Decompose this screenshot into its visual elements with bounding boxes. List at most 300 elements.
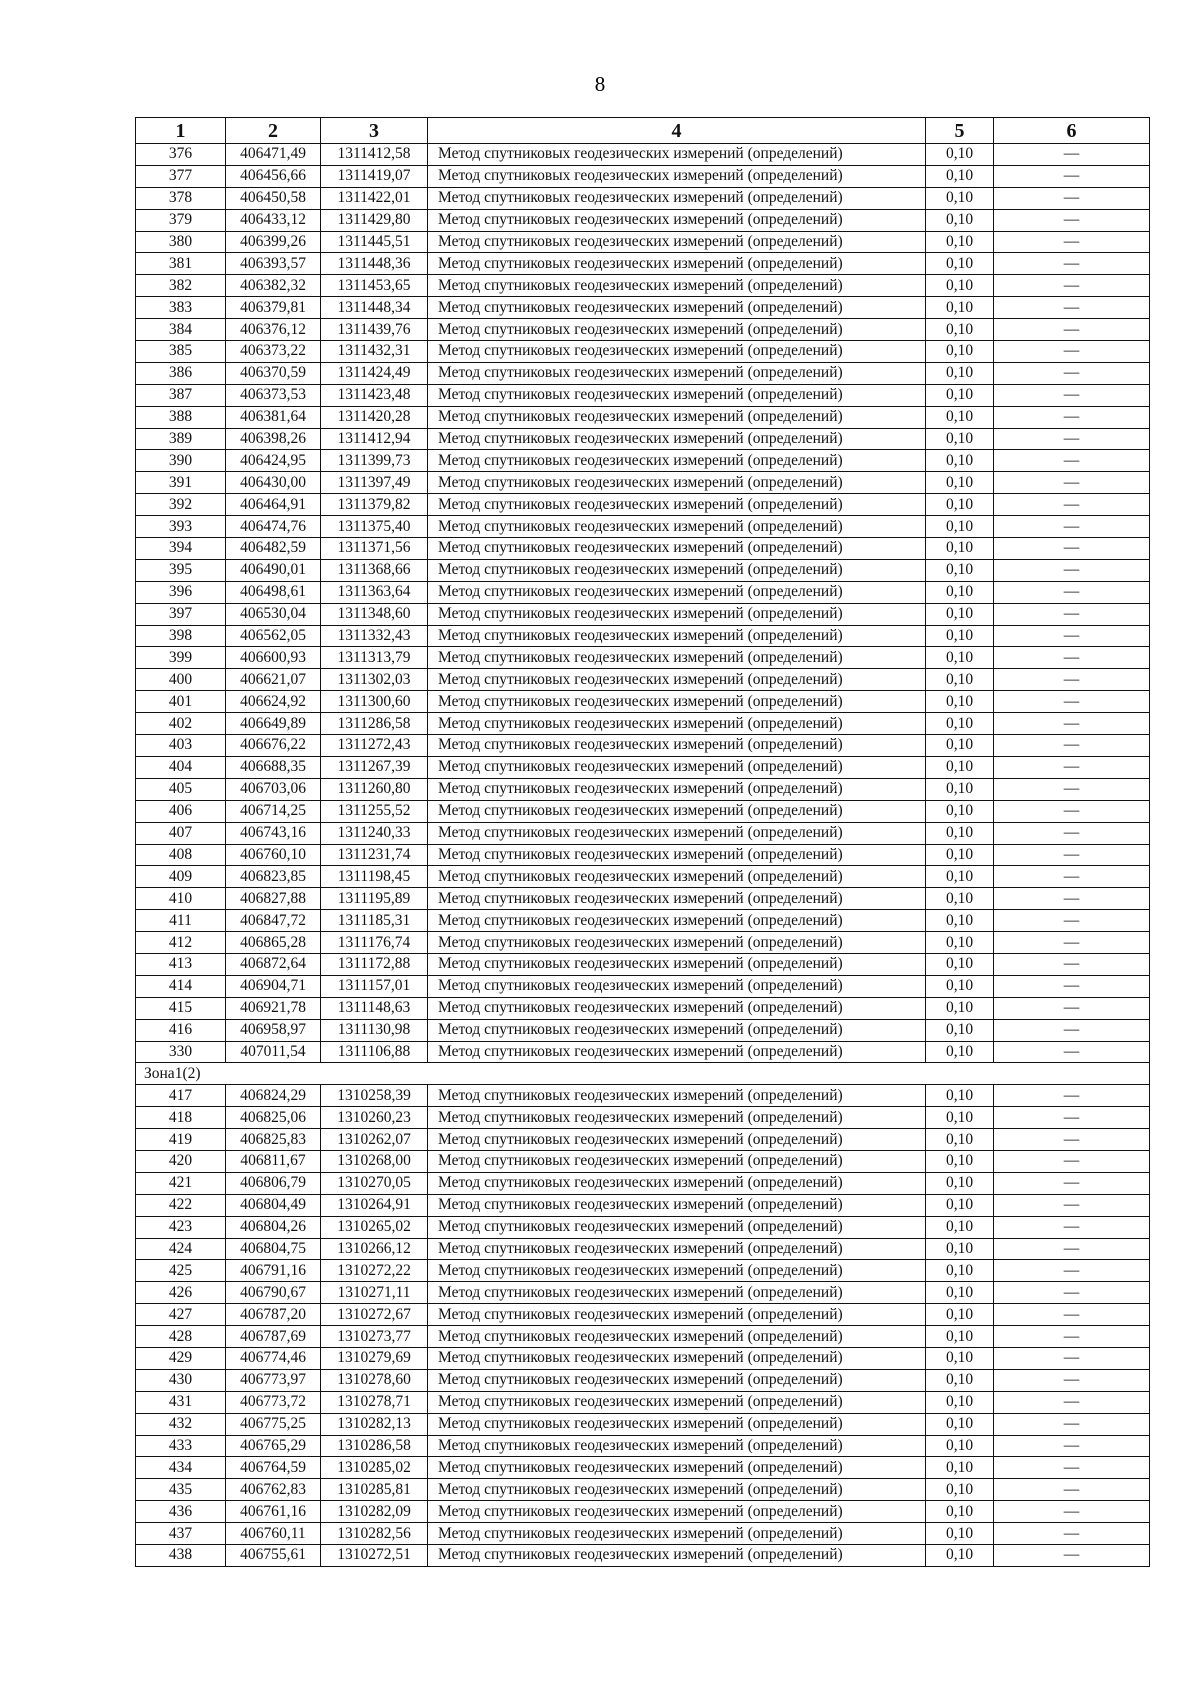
- y-coordinate-cell: 1311371,56: [321, 538, 428, 560]
- y-coordinate-cell: 1311195,89: [321, 888, 428, 910]
- point-number-cell: 390: [136, 450, 226, 472]
- method-cell: Метод спутниковых геодезических измерений (определений): [428, 1041, 926, 1063]
- x-coordinate-cell: 406433,12: [226, 209, 321, 231]
- method-cell: Метод спутниковых геодезических измерений (определений): [428, 1238, 926, 1260]
- method-cell: Метод спутниковых геодезических измерений (определений): [428, 669, 926, 691]
- accuracy-cell: 0,10: [926, 472, 994, 494]
- y-coordinate-cell: 1311448,36: [321, 253, 428, 275]
- accuracy-cell: 0,10: [926, 1194, 994, 1216]
- y-coordinate-cell: 1310258,39: [321, 1085, 428, 1107]
- table-row: [136, 1523, 1150, 1545]
- description-cell: —: [994, 538, 1150, 560]
- point-number-cell: 425: [136, 1260, 226, 1282]
- accuracy-cell: 0,10: [926, 888, 994, 910]
- accuracy-cell: 0,10: [926, 603, 994, 625]
- accuracy-cell: 0,10: [926, 144, 994, 166]
- x-coordinate-cell: 406600,93: [226, 647, 321, 669]
- accuracy-cell: 0,10: [926, 253, 994, 275]
- table-row: [136, 428, 1150, 450]
- table-row: [136, 647, 1150, 669]
- x-coordinate-cell: 406649,89: [226, 713, 321, 735]
- description-cell: —: [994, 450, 1150, 472]
- accuracy-cell: 0,10: [926, 822, 994, 844]
- method-cell: Метод спутниковых геодезических измерений (определений): [428, 844, 926, 866]
- method-cell: Метод спутниковых геодезических измерений (определений): [428, 778, 926, 800]
- table-row: [136, 494, 1150, 516]
- description-cell: —: [994, 275, 1150, 297]
- column-header: 5: [926, 118, 994, 144]
- y-coordinate-cell: 1311130,98: [321, 1019, 428, 1041]
- accuracy-cell: 0,10: [926, 1216, 994, 1238]
- method-cell: Метод спутниковых геодезических измерений (определений): [428, 275, 926, 297]
- x-coordinate-cell: 406825,83: [226, 1129, 321, 1151]
- x-coordinate-cell: 406624,92: [226, 691, 321, 713]
- method-cell: Метод спутниковых геодезических измерений (определений): [428, 647, 926, 669]
- method-cell: Метод спутниковых геодезических измерений (определений): [428, 735, 926, 757]
- table-row: [136, 1545, 1150, 1567]
- x-coordinate-cell: 406379,81: [226, 297, 321, 319]
- x-coordinate-cell: 406791,16: [226, 1260, 321, 1282]
- x-coordinate-cell: 406811,67: [226, 1150, 321, 1172]
- x-coordinate-cell: 406865,28: [226, 932, 321, 954]
- accuracy-cell: 0,10: [926, 1501, 994, 1523]
- point-number-cell: 385: [136, 341, 226, 363]
- x-coordinate-cell: 406806,79: [226, 1172, 321, 1194]
- column-header: 3: [321, 118, 428, 144]
- description-cell: —: [994, 1479, 1150, 1501]
- x-coordinate-cell: 406765,29: [226, 1435, 321, 1457]
- point-number-cell: 424: [136, 1238, 226, 1260]
- method-cell: Метод спутниковых геодезических измерений (определений): [428, 494, 926, 516]
- table-row: [136, 735, 1150, 757]
- point-number-cell: 435: [136, 1479, 226, 1501]
- accuracy-cell: 0,10: [926, 625, 994, 647]
- table-row: [136, 516, 1150, 538]
- y-coordinate-cell: 1310278,71: [321, 1391, 428, 1413]
- point-number-cell: 420: [136, 1150, 226, 1172]
- table-row: [136, 756, 1150, 778]
- description-cell: —: [994, 1304, 1150, 1326]
- method-cell: Метод спутниковых геодезических измерений (определений): [428, 1260, 926, 1282]
- y-coordinate-cell: 1311422,01: [321, 187, 428, 209]
- point-number-cell: 381: [136, 253, 226, 275]
- method-cell: Метод спутниковых геодезических измерений (определений): [428, 975, 926, 997]
- accuracy-cell: 0,10: [926, 669, 994, 691]
- x-coordinate-cell: 406498,61: [226, 581, 321, 603]
- method-cell: Метод спутниковых геодезических измерений (определений): [428, 209, 926, 231]
- table-row: [136, 231, 1150, 253]
- accuracy-cell: 0,10: [926, 778, 994, 800]
- method-cell: Метод спутниковых геодезических измерений (определений): [428, 144, 926, 166]
- table-row: [136, 1413, 1150, 1435]
- table-row: [136, 319, 1150, 341]
- point-number-cell: 394: [136, 538, 226, 560]
- point-number-cell: 388: [136, 406, 226, 428]
- y-coordinate-cell: 1310272,67: [321, 1304, 428, 1326]
- point-number-cell: 376: [136, 144, 226, 166]
- accuracy-cell: 0,10: [926, 647, 994, 669]
- point-number-cell: 431: [136, 1391, 226, 1413]
- point-number-cell: 382: [136, 275, 226, 297]
- method-cell: Метод спутниковых геодезических измерений (определений): [428, 800, 926, 822]
- table-row: [136, 275, 1150, 297]
- description-cell: —: [994, 1326, 1150, 1348]
- point-number-cell: 436: [136, 1501, 226, 1523]
- method-cell: Метод спутниковых геодезических измерений (определений): [428, 1347, 926, 1369]
- point-number-cell: 400: [136, 669, 226, 691]
- accuracy-cell: 0,10: [926, 953, 994, 975]
- method-cell: Метод спутниковых геодезических измерений (определений): [428, 428, 926, 450]
- y-coordinate-cell: 1310266,12: [321, 1238, 428, 1260]
- table-row: [136, 625, 1150, 647]
- y-coordinate-cell: 1311272,43: [321, 735, 428, 757]
- x-coordinate-cell: 406450,58: [226, 187, 321, 209]
- table-row: [136, 997, 1150, 1019]
- point-number-cell: 391: [136, 472, 226, 494]
- method-cell: Метод спутниковых геодезических измерений (определений): [428, 406, 926, 428]
- accuracy-cell: 0,10: [926, 1238, 994, 1260]
- point-number-cell: 403: [136, 735, 226, 757]
- description-cell: —: [994, 778, 1150, 800]
- y-coordinate-cell: 1310285,02: [321, 1457, 428, 1479]
- point-number-cell: 422: [136, 1194, 226, 1216]
- y-coordinate-cell: 1311424,49: [321, 362, 428, 384]
- point-number-cell: 416: [136, 1019, 226, 1041]
- description-cell: —: [994, 165, 1150, 187]
- accuracy-cell: 0,10: [926, 713, 994, 735]
- y-coordinate-cell: 1311397,49: [321, 472, 428, 494]
- accuracy-cell: 0,10: [926, 428, 994, 450]
- y-coordinate-cell: 1310285,81: [321, 1479, 428, 1501]
- description-cell: —: [994, 472, 1150, 494]
- method-cell: Метод спутниковых геодезических измерений (определений): [428, 253, 926, 275]
- table-row: [136, 669, 1150, 691]
- x-coordinate-cell: 406847,72: [226, 910, 321, 932]
- point-number-cell: 395: [136, 559, 226, 581]
- method-cell: Метод спутниковых геодезических измерений (определений): [428, 538, 926, 560]
- method-cell: Метод спутниковых геодезических измерений (определений): [428, 997, 926, 1019]
- table-row: [136, 384, 1150, 406]
- description-cell: —: [994, 209, 1150, 231]
- table-row: [136, 406, 1150, 428]
- accuracy-cell: 0,10: [926, 319, 994, 341]
- x-coordinate-cell: 406382,32: [226, 275, 321, 297]
- point-number-cell: 406: [136, 800, 226, 822]
- table-row: [136, 1347, 1150, 1369]
- column-header: 2: [226, 118, 321, 144]
- accuracy-cell: 0,10: [926, 1172, 994, 1194]
- description-cell: —: [994, 428, 1150, 450]
- description-cell: —: [994, 1435, 1150, 1457]
- description-cell: —: [994, 932, 1150, 954]
- description-cell: —: [994, 975, 1150, 997]
- table-row: [136, 253, 1150, 275]
- accuracy-cell: 0,10: [926, 691, 994, 713]
- y-coordinate-cell: 1310260,23: [321, 1107, 428, 1129]
- method-cell: Метод спутниковых геодезических измерений (определений): [428, 1150, 926, 1172]
- method-cell: Метод спутниковых геодезических измерений (определений): [428, 319, 926, 341]
- table-row: [136, 187, 1150, 209]
- point-number-cell: 383: [136, 297, 226, 319]
- x-coordinate-cell: 406676,22: [226, 735, 321, 757]
- y-coordinate-cell: 1310286,58: [321, 1435, 428, 1457]
- y-coordinate-cell: 1311423,48: [321, 384, 428, 406]
- point-number-cell: 437: [136, 1523, 226, 1545]
- y-coordinate-cell: 1311300,60: [321, 691, 428, 713]
- method-cell: Метод спутниковых геодезических измерений (определений): [428, 581, 926, 603]
- point-number-cell: 404: [136, 756, 226, 778]
- description-cell: —: [994, 647, 1150, 669]
- method-cell: Метод спутниковых геодезических измерений (определений): [428, 910, 926, 932]
- y-coordinate-cell: 1311448,34: [321, 297, 428, 319]
- description-cell: —: [994, 1041, 1150, 1063]
- description-cell: —: [994, 1347, 1150, 1369]
- table-row: [136, 975, 1150, 997]
- x-coordinate-cell: 406904,71: [226, 975, 321, 997]
- accuracy-cell: 0,10: [926, 494, 994, 516]
- x-coordinate-cell: 406787,69: [226, 1326, 321, 1348]
- x-coordinate-cell: 407011,54: [226, 1041, 321, 1063]
- table-row: [136, 1085, 1150, 1107]
- description-cell: —: [994, 1523, 1150, 1545]
- method-cell: Метод спутниковых геодезических измерений (определений): [428, 1019, 926, 1041]
- point-number-cell: 419: [136, 1129, 226, 1151]
- table-row: [136, 1260, 1150, 1282]
- accuracy-cell: 0,10: [926, 1107, 994, 1129]
- x-coordinate-cell: 406424,95: [226, 450, 321, 472]
- table-row: [136, 1326, 1150, 1348]
- table-row: [136, 1150, 1150, 1172]
- zone-row: [136, 1063, 1150, 1085]
- x-coordinate-cell: 406921,78: [226, 997, 321, 1019]
- y-coordinate-cell: 1311157,01: [321, 975, 428, 997]
- point-number-cell: 409: [136, 866, 226, 888]
- accuracy-cell: 0,10: [926, 1479, 994, 1501]
- method-cell: Метод спутниковых геодезических измерений (определений): [428, 187, 926, 209]
- table-row: [136, 603, 1150, 625]
- point-number-cell: 399: [136, 647, 226, 669]
- x-coordinate-cell: 406804,26: [226, 1216, 321, 1238]
- x-coordinate-cell: 406562,05: [226, 625, 321, 647]
- x-coordinate-cell: 406373,22: [226, 341, 321, 363]
- x-coordinate-cell: 406804,49: [226, 1194, 321, 1216]
- x-coordinate-cell: 406773,97: [226, 1369, 321, 1391]
- method-cell: Метод спутниковых геодезических измерений (определений): [428, 1129, 926, 1151]
- accuracy-cell: 0,10: [926, 1391, 994, 1413]
- accuracy-cell: 0,10: [926, 362, 994, 384]
- accuracy-cell: 0,10: [926, 1326, 994, 1348]
- method-cell: Метод спутниковых геодезических измерений (определений): [428, 384, 926, 406]
- description-cell: —: [994, 800, 1150, 822]
- x-coordinate-cell: 406773,72: [226, 1391, 321, 1413]
- method-cell: Метод спутниковых геодезических измерений (определений): [428, 1501, 926, 1523]
- description-cell: —: [994, 1172, 1150, 1194]
- table-row: [136, 932, 1150, 954]
- accuracy-cell: 0,10: [926, 1019, 994, 1041]
- accuracy-cell: 0,10: [926, 975, 994, 997]
- x-coordinate-cell: 406393,57: [226, 253, 321, 275]
- point-number-cell: 393: [136, 516, 226, 538]
- y-coordinate-cell: 1311348,60: [321, 603, 428, 625]
- table-row: [136, 1238, 1150, 1260]
- point-number-cell: 427: [136, 1304, 226, 1326]
- accuracy-cell: 0,10: [926, 275, 994, 297]
- point-number-cell: 387: [136, 384, 226, 406]
- method-cell: Метод спутниковых геодезических измерений (определений): [428, 1545, 926, 1567]
- description-cell: —: [994, 581, 1150, 603]
- description-cell: —: [994, 406, 1150, 428]
- method-cell: Метод спутниковых геодезических измерений (определений): [428, 516, 926, 538]
- y-coordinate-cell: 1311240,33: [321, 822, 428, 844]
- description-cell: —: [994, 362, 1150, 384]
- accuracy-cell: 0,10: [926, 1413, 994, 1435]
- point-number-cell: 438: [136, 1545, 226, 1567]
- description-cell: —: [994, 1019, 1150, 1041]
- y-coordinate-cell: 1311185,31: [321, 910, 428, 932]
- y-coordinate-cell: 1310268,00: [321, 1150, 428, 1172]
- table-row: [136, 800, 1150, 822]
- accuracy-cell: 0,10: [926, 1523, 994, 1545]
- method-cell: Метод спутниковых геодезических измерений (определений): [428, 1369, 926, 1391]
- x-coordinate-cell: 406823,85: [226, 866, 321, 888]
- y-coordinate-cell: 1310282,09: [321, 1501, 428, 1523]
- accuracy-cell: 0,10: [926, 538, 994, 560]
- accuracy-cell: 0,10: [926, 450, 994, 472]
- x-coordinate-cell: 406370,59: [226, 362, 321, 384]
- method-cell: Метод спутниковых геодезических измерений (определений): [428, 932, 926, 954]
- y-coordinate-cell: 1311106,88: [321, 1041, 428, 1063]
- x-coordinate-cell: 406474,76: [226, 516, 321, 538]
- x-coordinate-cell: 406482,59: [226, 538, 321, 560]
- x-coordinate-cell: 406471,49: [226, 144, 321, 166]
- point-number-cell: 402: [136, 713, 226, 735]
- accuracy-cell: 0,10: [926, 1282, 994, 1304]
- accuracy-cell: 0,10: [926, 910, 994, 932]
- y-coordinate-cell: 1311260,80: [321, 778, 428, 800]
- point-number-cell: 384: [136, 319, 226, 341]
- description-cell: —: [994, 187, 1150, 209]
- description-cell: —: [994, 691, 1150, 713]
- y-coordinate-cell: 1311198,45: [321, 866, 428, 888]
- point-number-cell: 414: [136, 975, 226, 997]
- description-cell: —: [994, 297, 1150, 319]
- y-coordinate-cell: 1311255,52: [321, 800, 428, 822]
- point-number-cell: 401: [136, 691, 226, 713]
- description-cell: —: [994, 341, 1150, 363]
- point-number-cell: 379: [136, 209, 226, 231]
- method-cell: Метод спутниковых геодезических измерений (определений): [428, 866, 926, 888]
- description-cell: —: [994, 559, 1150, 581]
- y-coordinate-cell: 1311379,82: [321, 494, 428, 516]
- x-coordinate-cell: 406958,97: [226, 1019, 321, 1041]
- method-cell: Метод спутниковых геодезических измерений (определений): [428, 1172, 926, 1194]
- description-cell: —: [994, 144, 1150, 166]
- point-number-cell: 330: [136, 1041, 226, 1063]
- description-cell: —: [994, 625, 1150, 647]
- description-cell: —: [994, 735, 1150, 757]
- description-cell: —: [994, 1369, 1150, 1391]
- description-cell: —: [994, 384, 1150, 406]
- y-coordinate-cell: 1310272,22: [321, 1260, 428, 1282]
- table-row: [136, 1194, 1150, 1216]
- y-coordinate-cell: 1310272,51: [321, 1545, 428, 1567]
- description-cell: —: [994, 603, 1150, 625]
- description-cell: —: [994, 953, 1150, 975]
- x-coordinate-cell: 406398,26: [226, 428, 321, 450]
- point-number-cell: 415: [136, 997, 226, 1019]
- x-coordinate-cell: 406464,91: [226, 494, 321, 516]
- x-coordinate-cell: 406381,64: [226, 406, 321, 428]
- x-coordinate-cell: 406761,16: [226, 1501, 321, 1523]
- point-number-cell: 408: [136, 844, 226, 866]
- x-coordinate-cell: 406872,64: [226, 953, 321, 975]
- method-cell: Метод спутниковых геодезических измерений (определений): [428, 953, 926, 975]
- x-coordinate-cell: 406804,75: [226, 1238, 321, 1260]
- y-coordinate-cell: 1310265,02: [321, 1216, 428, 1238]
- description-cell: —: [994, 1238, 1150, 1260]
- point-number-cell: 418: [136, 1107, 226, 1129]
- table-row: [136, 844, 1150, 866]
- table-row: [136, 1172, 1150, 1194]
- accuracy-cell: 0,10: [926, 209, 994, 231]
- x-coordinate-cell: 406714,25: [226, 800, 321, 822]
- y-coordinate-cell: 1311332,43: [321, 625, 428, 647]
- method-cell: Метод спутниковых геодезических измерений (определений): [428, 713, 926, 735]
- y-coordinate-cell: 1310271,11: [321, 1282, 428, 1304]
- accuracy-cell: 0,10: [926, 231, 994, 253]
- accuracy-cell: 0,10: [926, 997, 994, 1019]
- description-cell: —: [994, 713, 1150, 735]
- method-cell: Метод спутниковых геодезических измерений (определений): [428, 822, 926, 844]
- x-coordinate-cell: 406490,01: [226, 559, 321, 581]
- table-row: [136, 713, 1150, 735]
- table-row: [136, 1391, 1150, 1413]
- accuracy-cell: 0,10: [926, 1457, 994, 1479]
- description-cell: —: [994, 1282, 1150, 1304]
- table-row: [136, 144, 1150, 166]
- accuracy-cell: 0,10: [926, 756, 994, 778]
- table-row: [136, 1107, 1150, 1129]
- description-cell: —: [994, 866, 1150, 888]
- method-cell: Метод спутниковых геодезических измерений (определений): [428, 472, 926, 494]
- point-number-cell: 413: [136, 953, 226, 975]
- accuracy-cell: 0,10: [926, 1150, 994, 1172]
- table-row: [136, 910, 1150, 932]
- point-number-cell: 428: [136, 1326, 226, 1348]
- table-row: [136, 1019, 1150, 1041]
- x-coordinate-cell: 406790,67: [226, 1282, 321, 1304]
- table-row: [136, 1369, 1150, 1391]
- y-coordinate-cell: 1310270,05: [321, 1172, 428, 1194]
- accuracy-cell: 0,10: [926, 187, 994, 209]
- x-coordinate-cell: 406755,61: [226, 1545, 321, 1567]
- method-cell: Метод спутниковых геодезических измерений (определений): [428, 1391, 926, 1413]
- point-number-cell: 410: [136, 888, 226, 910]
- accuracy-cell: 0,10: [926, 866, 994, 888]
- point-number-cell: 434: [136, 1457, 226, 1479]
- accuracy-cell: 0,10: [926, 844, 994, 866]
- table-row: [136, 1129, 1150, 1151]
- method-cell: Метод спутниковых геодезических измерений (определений): [428, 603, 926, 625]
- y-coordinate-cell: 1311453,65: [321, 275, 428, 297]
- point-number-cell: 392: [136, 494, 226, 516]
- x-coordinate-cell: 406530,04: [226, 603, 321, 625]
- accuracy-cell: 0,10: [926, 800, 994, 822]
- y-coordinate-cell: 1311313,79: [321, 647, 428, 669]
- x-coordinate-cell: 406824,29: [226, 1085, 321, 1107]
- description-cell: —: [994, 1391, 1150, 1413]
- description-cell: —: [994, 253, 1150, 275]
